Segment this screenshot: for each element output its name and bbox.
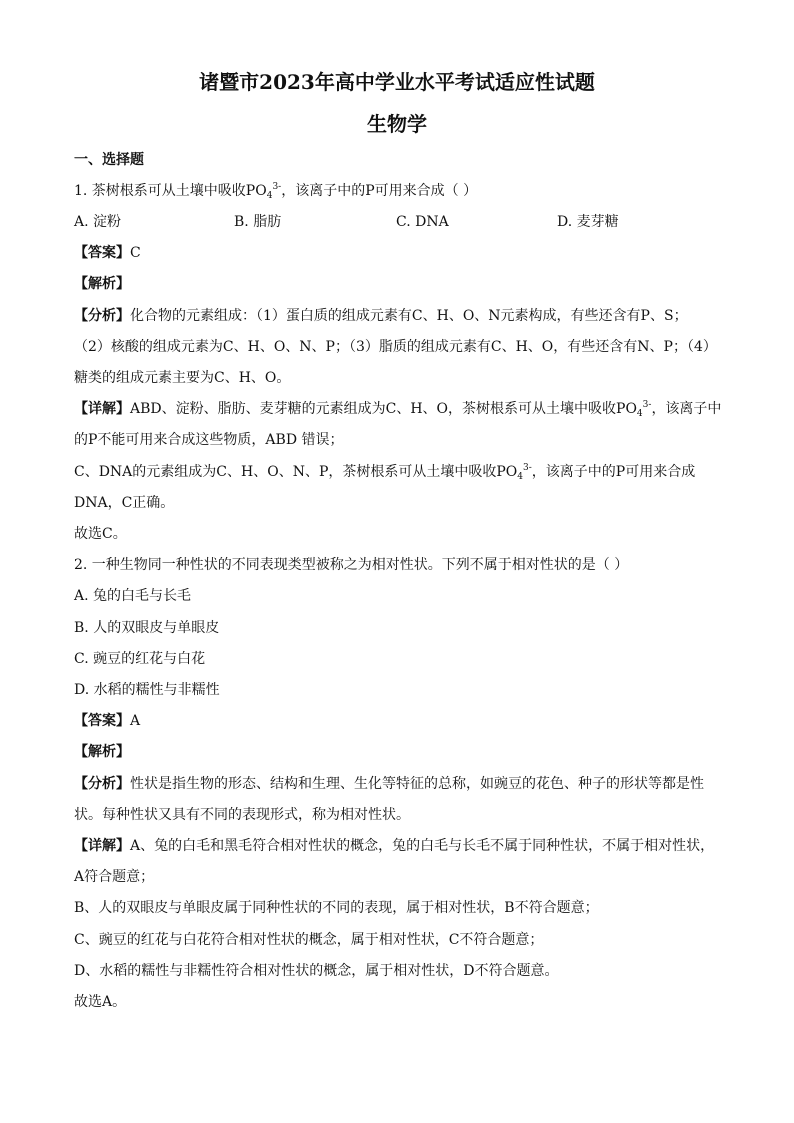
q1-xj1-pre: ABD、淀粉、脂肪、麦芽糖的元素组成为C、H、O，茶树根系可从土壤中吸收PO: [130, 401, 637, 417]
q2-fenxi-line-2: 状。每种性状又具有不同的表现形式，称为相对性状。: [74, 807, 410, 823]
q1-option-d: D. 麦芽糖: [557, 214, 619, 230]
q1-xj3-post: ，该离子中的P可用来合成: [531, 464, 696, 480]
q1-analysis-tag: 【解析】: [74, 276, 130, 292]
exam-subject: 生物学: [367, 112, 427, 136]
q2-conclusion: 故选A。: [74, 994, 127, 1010]
q2-xiangjie-tag: 【详解】: [74, 838, 130, 854]
q2-xiangjie-line-1: [74, 836, 724, 856]
q2-xiangjie-line-3: B、人的双眼皮与单眼皮属于同种性状的不同的表现，属于相对性状，B不符合题意；: [74, 900, 599, 916]
q1-stem-post: ，该离子中的P可用来合成（ ）: [281, 183, 478, 199]
q2-analysis-tag: 【解析】: [74, 744, 130, 760]
q2-xiangjie-line-5: D、水稻的糯性与非糯性符合相对性状的概念，属于相对性状，D不符合题意。: [74, 963, 559, 979]
exam-title: 诸暨市2023年高中学业水平考试适应性试题: [199, 70, 595, 94]
q1-xj3-sub: 4: [517, 472, 523, 482]
q1-fenxi-tag: 【分析】: [74, 308, 130, 324]
q1-xj1-post: ，该离子中: [651, 401, 722, 417]
q1-fenxi-text-1: 化合物的元素组成：（1）蛋白质的组成元素有C、H、O、N元素构成，有些还含有P、S；: [130, 308, 688, 324]
q1-fenxi-line-3: 糖类的组成元素主要为C、H、O。: [74, 370, 291, 386]
q1-answer: [74, 243, 724, 263]
q2-option-a: A. 兔的白毛与长毛: [74, 588, 192, 604]
q2-option-d: D. 水稻的糯性与非糯性: [74, 682, 220, 698]
q1-fenxi-line-2: （2）核酸的组成元素为C、H、O、N、P；（3）脂质的组成元素有C、H、O，有些还含有N、P；（4）: [74, 339, 717, 355]
q1-stem-sub: 4: [266, 191, 273, 201]
q1-xiangjie-line-4: DNA，C正确。: [74, 495, 175, 511]
q1-xiangjie-line-2: 的P不能可用来合成这些物质，ABD 错误；: [74, 432, 344, 448]
q1-xj1-sub: 4: [636, 409, 643, 419]
q1-xj3-pre: C、DNA的元素组成为C、H、O、N、P，茶树根系可从土壤中吸收PO: [74, 464, 518, 480]
q1-option-b: B. 脂肪: [234, 214, 282, 230]
q1-xiangjie-line-3: [74, 462, 724, 482]
q2-fenxi-line-1: [74, 774, 724, 794]
q1-answer-value: C: [130, 245, 141, 261]
q2-stem: 2. 一种生物同一种性状的不同表现类型被称之为相对性状。下列不属于相对性状的是（ ）: [74, 557, 629, 573]
q1-stem: [74, 181, 724, 201]
q1-conclusion: 故选C。: [74, 526, 127, 542]
q2-answer-tag: 【答案】: [74, 713, 130, 729]
q1-fenxi-line-1: [74, 306, 724, 326]
q1-xiangjie-line-1: [74, 399, 724, 419]
q2-xj1-text: A、兔的白毛和黑毛符合相对性状的概念，兔的白毛与长毛不属于同种性状，不属于相对性状，: [130, 838, 715, 854]
q2-answer-value: A: [130, 713, 141, 729]
q1-analysis-heading: [74, 274, 724, 294]
q2-option-c: C. 豌豆的红花与白花: [74, 651, 206, 667]
q2-fenxi-tag: 【分析】: [74, 776, 130, 792]
q2-answer: [74, 711, 724, 731]
q1-stem-sup: 3-: [272, 182, 282, 192]
q1-xj1-sup: 3-: [642, 400, 652, 410]
q2-xiangjie-line-4: C、豌豆的红花与白花符合相对性状的概念，属于相对性状，C不符合题意；: [74, 932, 544, 948]
q1-stem-pre: 1. 茶树根系可从土壤中吸收PO: [74, 183, 267, 199]
q2-xiangjie-line-2: A符合题意；: [74, 869, 155, 885]
q1-option-a: A. 淀粉: [74, 214, 122, 230]
q2-analysis-heading: [74, 742, 724, 762]
q2-fenxi-text-1: 性状是指生物的形态、结构和生理、生化等特征的总称，如豌豆的花色、种子的形状等都是性: [130, 776, 704, 792]
section-heading: 一、选择题: [74, 152, 144, 168]
q1-option-c: C. DNA: [396, 214, 449, 230]
q1-xj3-sup: 3-: [523, 463, 532, 473]
q2-option-b: B. 人的双眼皮与单眼皮: [74, 620, 220, 636]
q1-answer-tag: 【答案】: [74, 245, 130, 261]
q1-xiangjie-tag: 【详解】: [74, 401, 130, 417]
